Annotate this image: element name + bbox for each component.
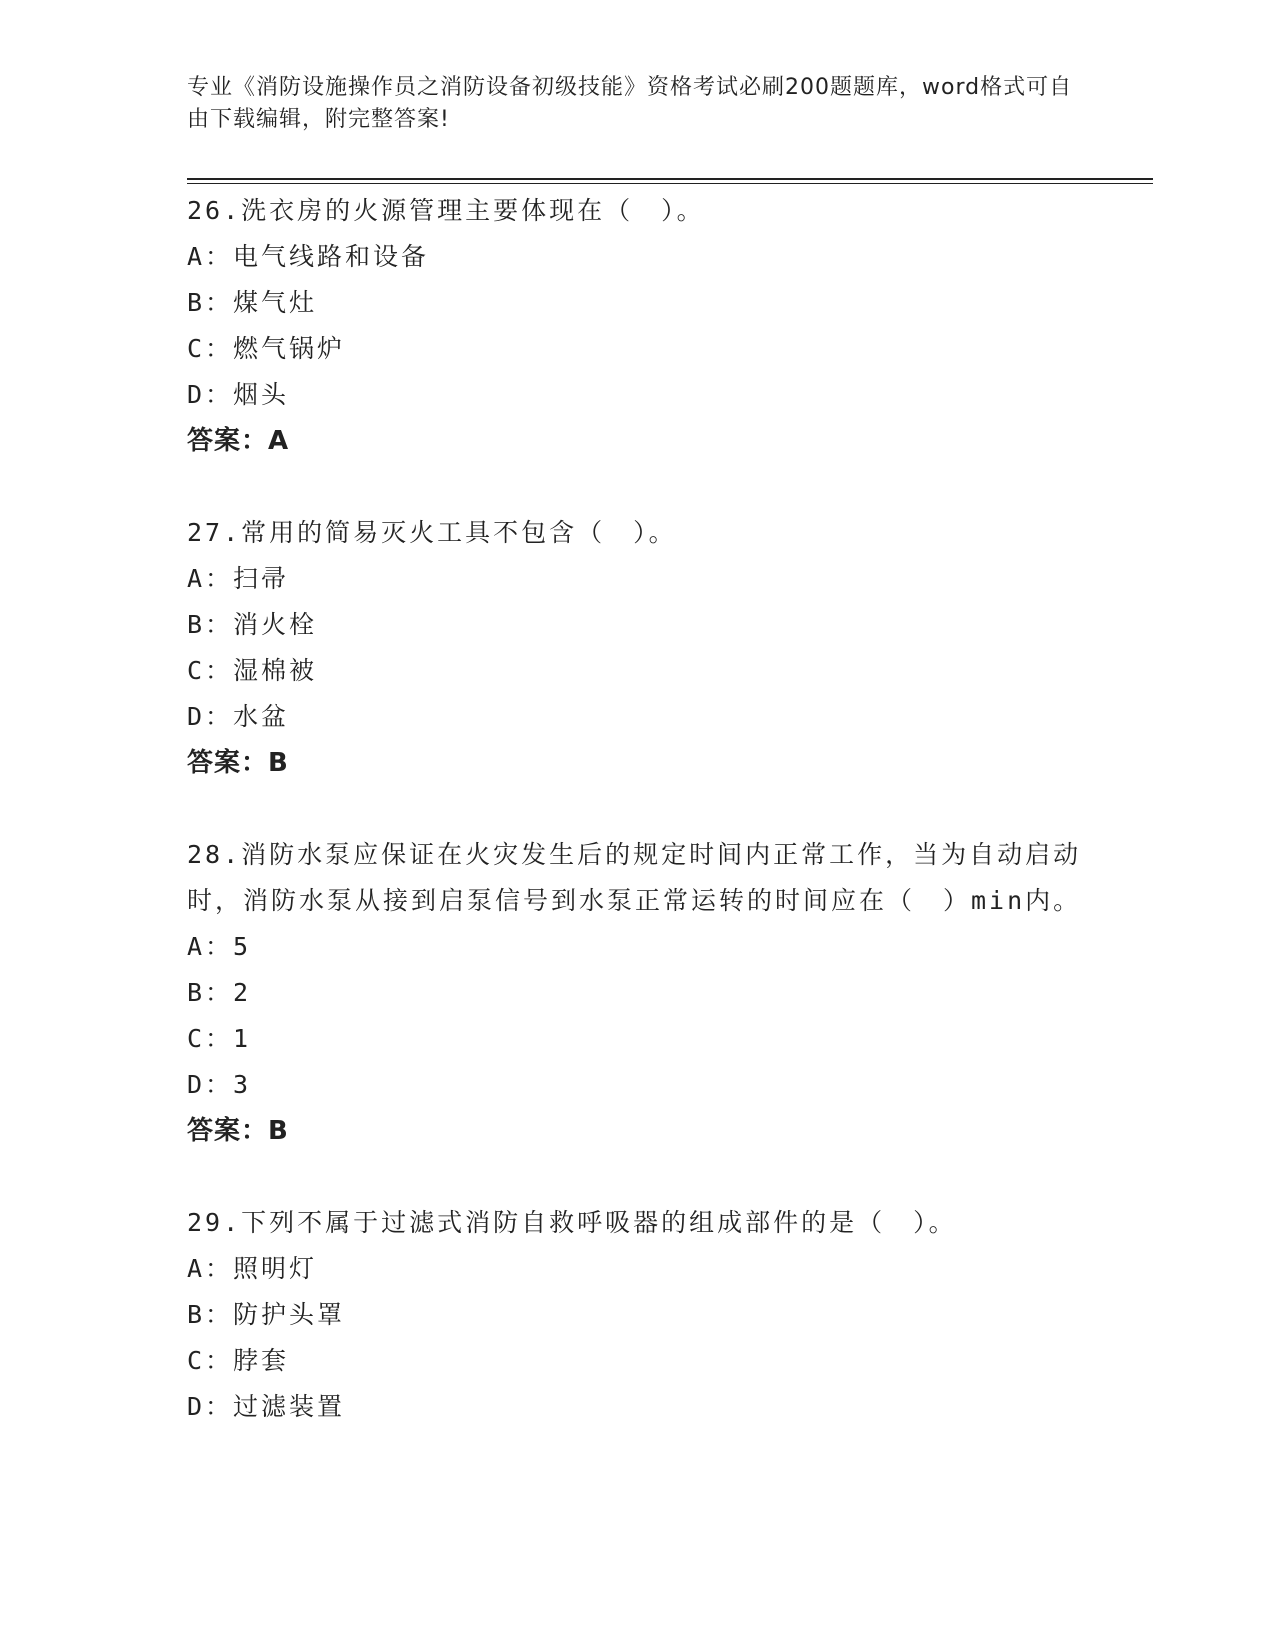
header-rule-bottom (187, 183, 1153, 184)
option-c (187, 326, 1087, 372)
option-a (187, 1246, 1087, 1292)
option-d (187, 1384, 1087, 1430)
option-key: D： (187, 1392, 234, 1421)
option-key: D： (187, 702, 234, 731)
option-b (187, 1292, 1087, 1338)
document-header: 专业《消防设施操作员之消防设备初级技能》资格考试必刷200题题库，word格式可自由下载编辑，附完整答案! (187, 75, 1073, 132)
option-text: 防护头罩 (233, 1300, 346, 1329)
option-key: B： (187, 978, 234, 1007)
option-text: 2 (233, 978, 252, 1007)
option-text: 扫帚 (233, 564, 290, 593)
option-c (187, 648, 1087, 694)
option-text: 煤气灶 (233, 288, 318, 317)
option-key: A： (187, 564, 234, 593)
option-text: 电气线路和设备 (233, 242, 430, 271)
option-text: 消火栓 (233, 610, 318, 639)
option-b (187, 280, 1087, 326)
option-text: 照明灯 (233, 1254, 318, 1283)
option-text: 5 (233, 932, 252, 961)
option-key: D： (187, 1070, 234, 1099)
answer-line: 答案：B (187, 748, 289, 778)
option-text: 湿棉被 (233, 656, 318, 685)
option-key: A： (187, 1254, 234, 1283)
option-b (187, 970, 1087, 1016)
option-key: B： (187, 610, 234, 639)
question-27 (187, 510, 1087, 786)
question-text: 27.常用的简易灭火工具不包含（ ）。 (187, 518, 677, 547)
option-text: 脖套 (233, 1346, 290, 1375)
option-key: C： (187, 1346, 234, 1375)
answer-line: 答案：A (187, 426, 290, 456)
question-list (187, 188, 1087, 1476)
option-text: 过滤装置 (233, 1392, 346, 1421)
option-key: C： (187, 334, 234, 363)
question-29 (187, 1200, 1087, 1430)
option-key: C： (187, 656, 234, 685)
option-key: B： (187, 288, 234, 317)
option-a (187, 924, 1087, 970)
option-key: A： (187, 932, 234, 961)
option-c (187, 1016, 1087, 1062)
option-text: 燃气锅炉 (233, 334, 346, 363)
option-c (187, 1338, 1087, 1384)
option-text: 3 (233, 1070, 252, 1099)
question-text: 28.消防水泵应保证在火灾发生后的规定时间内正常工作，当为自动启动时，消防水泵从接到启泵信号到水泵正常运转的时间应在（ ）min内。 (187, 840, 1082, 915)
option-text: 水盆 (233, 702, 290, 731)
option-d (187, 372, 1087, 418)
option-key: D： (187, 380, 234, 409)
option-a (187, 234, 1087, 280)
option-d (187, 1062, 1087, 1108)
option-text: 烟头 (233, 380, 290, 409)
option-text: 1 (233, 1024, 252, 1053)
option-key: C： (187, 1024, 234, 1053)
header-rule-top (187, 178, 1153, 180)
question-28 (187, 832, 1087, 1154)
option-key: A： (187, 242, 234, 271)
answer-line: 答案：B (187, 1116, 289, 1146)
option-d (187, 694, 1087, 740)
option-a (187, 556, 1087, 602)
option-key: B： (187, 1300, 234, 1329)
question-text: 26.洗衣房的火源管理主要体现在（ ）。 (187, 196, 705, 225)
question-26 (187, 188, 1087, 464)
option-b (187, 602, 1087, 648)
question-text: 29.下列不属于过滤式消防自救呼吸器的组成部件的是（ ）。 (187, 1208, 957, 1237)
